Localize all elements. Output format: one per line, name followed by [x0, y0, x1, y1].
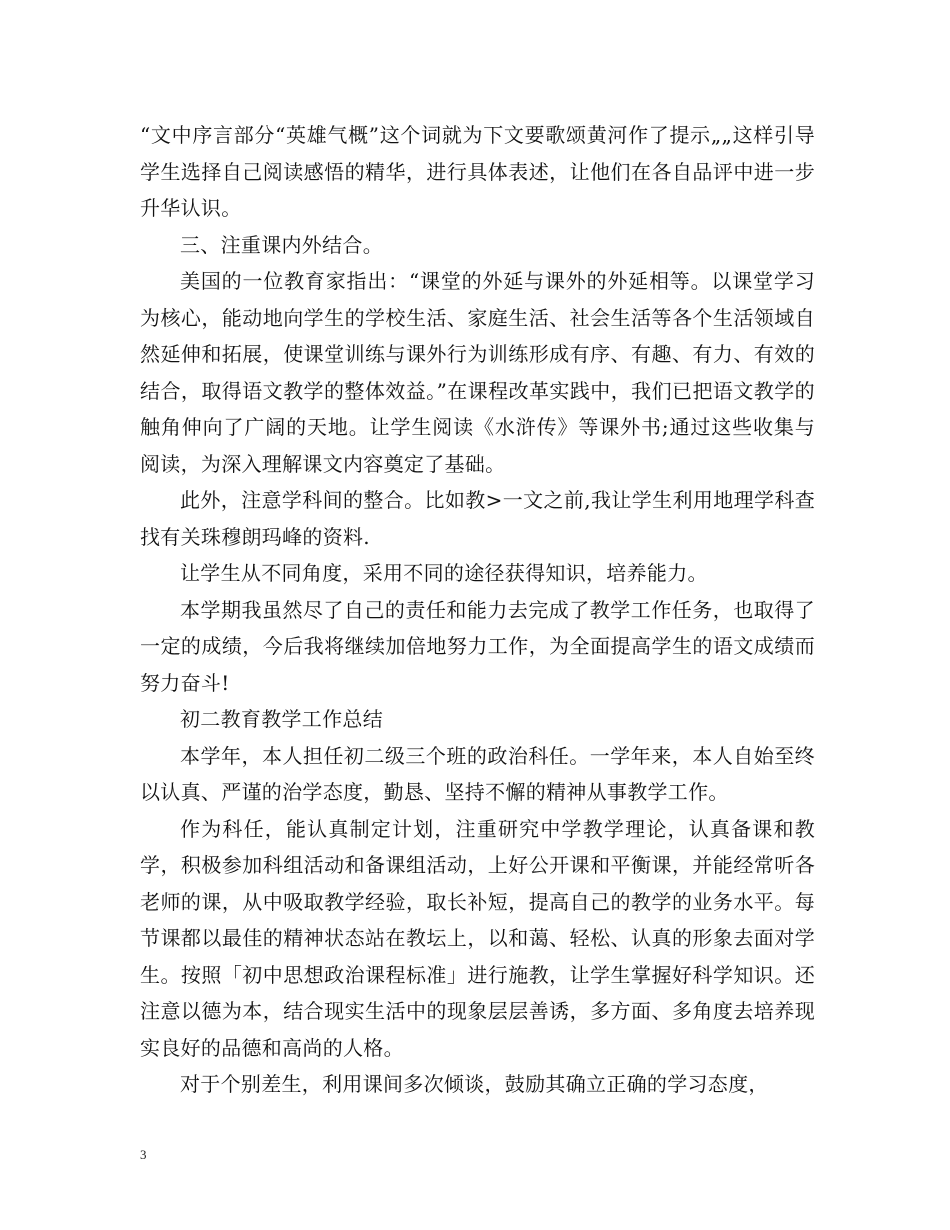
- paragraph-5: 让学生从不同角度，采用不同的途径获得知识，培养能力。: [180, 561, 708, 585]
- paragraph-6: 本学期我虽然尽了自己的责任和能力去完成了教学工作任务，也取得了一定的成绩，今后我将继续加倍地努力工作，为全面提高学生的语文成绩而努力奋斗!: [140, 597, 815, 695]
- page-number: 3: [140, 1147, 147, 1162]
- paragraph-3: 美国的一位教育家指出：“课堂的外延与课外的外延相等。以课堂学习为核心，能动地向学生的学校生活、家庭生活、社会生活等各个生活领域自然延伸和拓展，使课堂训练与课外行为训练形成有序、有趣、有力、有效的结合，取得语文教学的整体效益。”在课程改革实践中，我们已把语文教学的触角伸向了广阔的天地。让学生阅读《水浒传》等课外书;通过这些收集与阅读，为深入理解课文内容奠定了基础。: [140, 269, 815, 476]
- paragraph-4: 此外，注意学科间的整合。比如教>一文之前,我让学生利用地理学科查找有关珠穆朗玛峰的资料.: [140, 488, 815, 549]
- paragraph-10: 对于个别差生，利用课间多次倾谈，鼓励其确立正确的学习态度，: [180, 1072, 769, 1096]
- paragraph-9: 作为科任，能认真制定计划，注重研究中学教学理论，认真备课和教学，积极参加科组活动和备课组活动，上好公开课和平衡课，并能经常听各老师的课，从中吸取教学经验，取长补短，提高自己的教学的业务水平。每节课都以最佳的精神状态站在教坛上，以和蔼、轻松、认真的形象去面对学生。按照「初中思想政治课程标准」进行施教，让学生掌握好科学知识。还注意以德为本，结合现实生活中的现象层层善诱，多方面、多角度去培养现实良好的品德和高尚的人格。: [140, 816, 815, 1060]
- document-body: [140, 117, 815, 1103]
- paragraph-7-title: 初二教育教学工作总结: [180, 707, 383, 731]
- paragraph-1: “文中序言部分“英雄气概”这个词就为下文要歌颂黄河作了提示„„这样引导学生选择自己阅读感悟的精华，进行具体表述，让他们在各自品评中进一步升华认识。: [140, 123, 815, 220]
- paragraph-8: 本学年，本人担任初二级三个班的政治科任。一学年来，本人自始至终以认真、严谨的治学态度，勤恳、坚持不懈的精神从事教学工作。: [140, 743, 815, 804]
- paragraph-2-section-heading: 三、注重课内外结合。: [180, 232, 383, 257]
